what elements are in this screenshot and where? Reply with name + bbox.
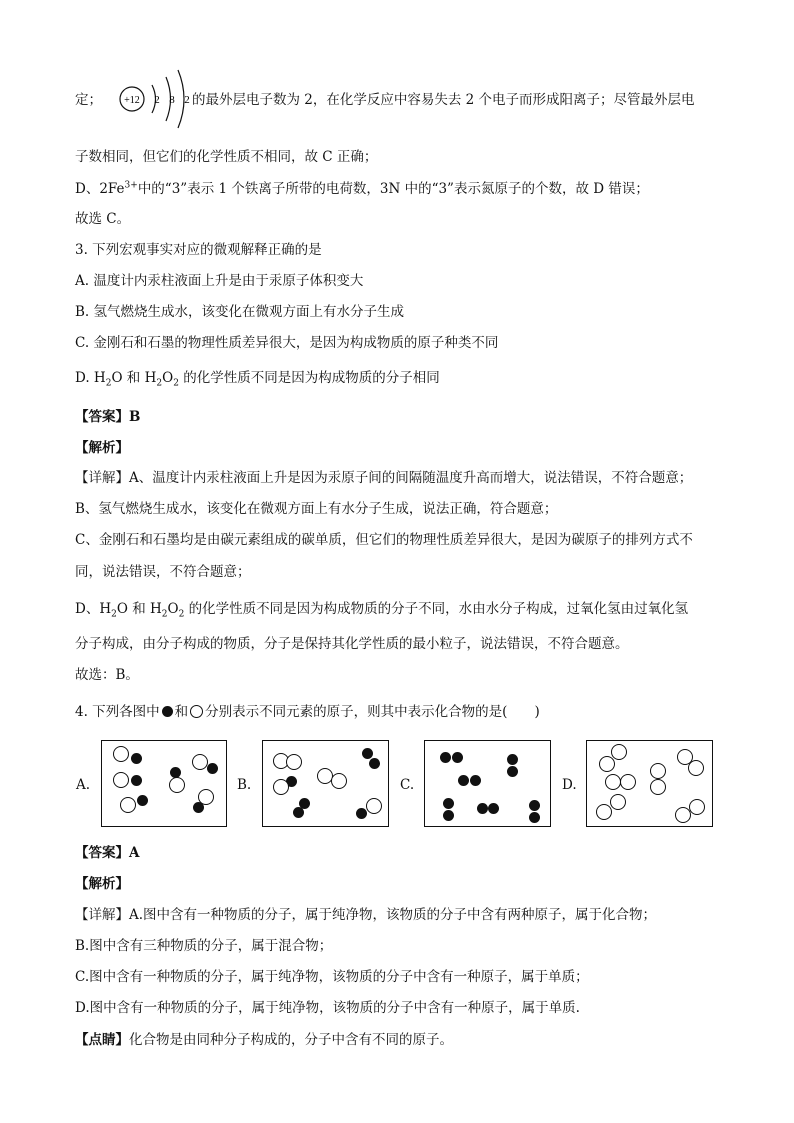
black-atom bbox=[529, 812, 540, 823]
white-atom bbox=[169, 777, 185, 793]
black-atom bbox=[470, 775, 481, 786]
white-atom bbox=[120, 797, 136, 813]
q3-stem: 3. 下列宏观事实对应的微观解释正确的是 bbox=[75, 242, 322, 258]
black-atom bbox=[452, 752, 463, 763]
white-atom bbox=[689, 799, 705, 815]
black-atom bbox=[193, 802, 204, 813]
line-2: 子数相同，但它们的化学性质不相同，故 C 正确； bbox=[75, 149, 378, 165]
q3-detail-4: 同，说法错误，不符合题意； bbox=[75, 564, 251, 580]
white-atom bbox=[650, 779, 666, 795]
white-atom bbox=[113, 746, 129, 762]
white-atom bbox=[273, 779, 289, 795]
white-atom bbox=[605, 774, 621, 790]
white-atom bbox=[620, 774, 636, 790]
q3-detail-1: 【详解】A、温度计内汞柱液面上升是因为汞原子间的间隔随温度升高而增大，说法错误，不符合题意； bbox=[75, 470, 693, 486]
black-atom bbox=[529, 800, 540, 811]
white-atom bbox=[688, 760, 704, 776]
q4-detail-3: C.图中含有一种物质的分子，属于纯净物，该物质的分子中含有一种原子，属于单质； bbox=[75, 969, 589, 985]
shell-electrons-1: 2 bbox=[154, 94, 160, 106]
nucleus-charge: +12 bbox=[124, 95, 140, 106]
black-atom bbox=[507, 766, 518, 777]
q4-detail-1: 【详解】A.图中含有一种物质的分子，属于纯净物，该物质的分子中含有两种原子，属于化合物； bbox=[75, 907, 657, 923]
q3-option-b: B. 氢气燃烧生成水，该变化在微观方面上有水分子生成 bbox=[75, 304, 405, 320]
white-atom bbox=[675, 807, 691, 823]
diagram-label-c: C. bbox=[400, 777, 415, 793]
line-4: 故选 C。 bbox=[75, 211, 131, 227]
diagram-label-b: B. bbox=[237, 777, 252, 793]
diagram-box-c bbox=[424, 740, 551, 827]
q3-option-d: D. $H_2O$ 和 $H_2O_2$ 的化学性质不同是因为构成物质的分子相同 bbox=[75, 370, 440, 389]
q3-analysis-label: 【解析】 bbox=[75, 440, 129, 456]
q3-detail-6: 分子构成，由分子构成的物质，分子是保持其化学性质的最小粒子，说法错误，不符合题意。 bbox=[75, 636, 629, 652]
line-3: D、$2Fe^{3+}$中的“3”表示 1 个铁离子所带的电荷数，3N 中的“3”表示氮原子的个数，故 D 错误； bbox=[75, 180, 649, 197]
diagram-box-b bbox=[262, 740, 389, 827]
black-atom bbox=[488, 803, 499, 814]
black-atom bbox=[443, 810, 454, 821]
q3-detail-2: B、氢气燃烧生成水，该变化在微观方面上有水分子生成，说法正确，符合题意； bbox=[75, 501, 558, 517]
black-atom bbox=[507, 754, 518, 765]
black-atom bbox=[137, 795, 148, 806]
q4-detail-4: D.图中含有一种物质的分子，属于纯净物，该物质的分子中含有一种原子，属于单质. bbox=[75, 1000, 580, 1016]
white-atom bbox=[611, 744, 627, 760]
line-1-pre: 定； bbox=[75, 92, 102, 108]
white-atom bbox=[113, 772, 129, 788]
diagram-box-a bbox=[101, 740, 227, 827]
q4-answer: 【答案】A bbox=[75, 845, 140, 861]
white-atom bbox=[596, 804, 612, 820]
black-atom bbox=[440, 752, 451, 763]
white-atom bbox=[366, 798, 382, 814]
black-atom bbox=[458, 775, 469, 786]
white-atom bbox=[610, 794, 626, 810]
q4-note-tag: 【点睛】 bbox=[75, 1032, 129, 1048]
black-atom bbox=[131, 775, 142, 786]
black-atom bbox=[362, 748, 373, 759]
q4-note-text: 化合物是由同种分子构成的，分子中含有不同的原子。 bbox=[129, 1032, 453, 1048]
diagram-label-a: A. bbox=[76, 777, 91, 793]
white-atom bbox=[331, 773, 347, 789]
q4-analysis-label: 【解析】 bbox=[75, 876, 129, 892]
black-atom bbox=[477, 803, 488, 814]
line-1-post: 的最外层电子数为 2，在化学反应中容易失去 2 个电子而形成阳离子；尽管最外层电 bbox=[192, 92, 695, 108]
black-atom-icon bbox=[162, 706, 173, 717]
black-atom bbox=[356, 808, 367, 819]
white-atom bbox=[650, 763, 666, 779]
q3-answer: 【答案】B bbox=[75, 409, 141, 425]
q3-option-a: A. 温度计内汞柱液面上升是由于汞原子体积变大 bbox=[75, 273, 364, 289]
q3-detail-3: C、金刚石和石墨均是由碳元素组成的碳单质，但它们的物理性质差异很大，是因为碳原子的排列方式不 bbox=[75, 532, 693, 548]
white-atom-icon bbox=[190, 705, 203, 718]
q3-detail-5: D、$H_2O$ 和 $H_2O_2$ 的化学性质不同是因为构成物质的分子不同，水由水分子构成，过氧化氢由过氧化氢 bbox=[75, 601, 689, 620]
shell-electrons-2: 8 bbox=[169, 94, 175, 106]
q3-option-c: C. 金刚石和石墨的物理性质差异很大，是因为构成物质的原子种类不同 bbox=[75, 335, 499, 351]
white-atom bbox=[286, 754, 302, 770]
white-atom bbox=[599, 756, 615, 772]
q4-detail-2: B.图中含有三种物质的分子，属于混合物； bbox=[75, 938, 333, 954]
line-1 bbox=[75, 90, 102, 110]
black-atom bbox=[293, 807, 304, 818]
white-atom bbox=[192, 754, 208, 770]
diagram-label-d: D. bbox=[562, 777, 577, 793]
black-atom bbox=[443, 798, 454, 809]
shell-arc-3 bbox=[178, 70, 184, 128]
black-atom bbox=[131, 753, 142, 764]
atom-structure-diagram bbox=[112, 66, 194, 134]
shell-electrons-3: 2 bbox=[184, 94, 190, 106]
diagram-box-d bbox=[586, 740, 713, 827]
black-atom bbox=[369, 758, 380, 769]
q3-pick: 故选：B。 bbox=[75, 667, 139, 683]
black-atom bbox=[207, 763, 218, 774]
q4-stem: 4. 下列各图中 和 分别表示不同元素的原子，则其中表示化合物的是( ) bbox=[75, 704, 540, 720]
q4-note bbox=[75, 1030, 453, 1050]
